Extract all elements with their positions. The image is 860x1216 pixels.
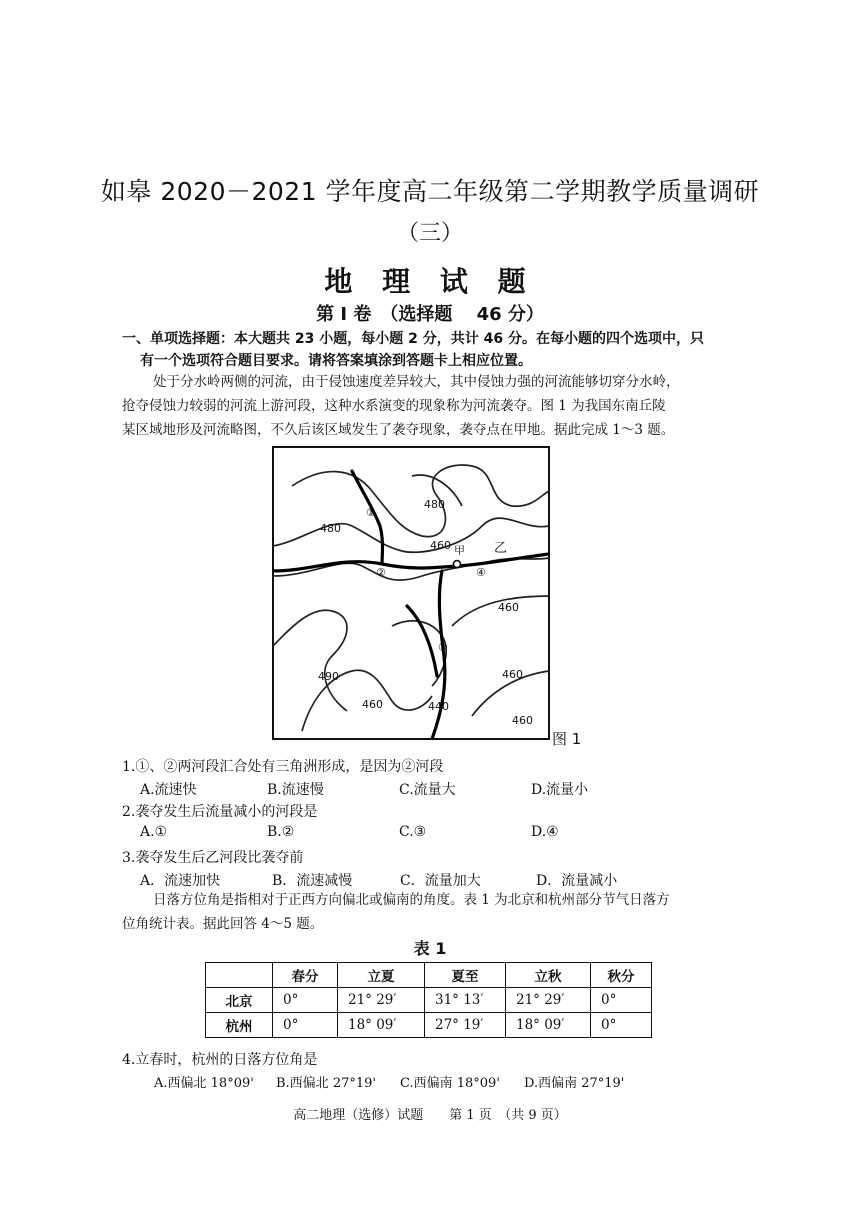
- table-cell: 0°: [591, 988, 652, 1013]
- table-cell: 21° 29′: [506, 988, 591, 1013]
- map-frame: [273, 447, 549, 739]
- figure1-caption: 图 1: [552, 730, 582, 748]
- exam-title: 如皋 2020－2021 学年度高二年级第二学期教学质量调研: [100, 177, 760, 206]
- table1: [205, 962, 652, 1038]
- q4-option-b: B.西偏北 27°19': [276, 1076, 376, 1091]
- q4-option-c: C.西偏南 18°09': [400, 1076, 500, 1091]
- label-river-4: ④: [476, 566, 486, 579]
- q2-option-b: B.②: [267, 824, 295, 840]
- label-river-2: ②: [376, 566, 386, 579]
- figure1-map: [272, 446, 550, 740]
- q2-option-c: C.③: [399, 824, 427, 840]
- contour-label-490: 490: [318, 670, 339, 683]
- section-instructions-line2: 有一个选项符合题目要求。请将答案填涂到答题卡上相应位置。: [140, 353, 532, 369]
- question-1-stem: 1.①、②两河段汇合处有三角洲形成，是因为②河段: [122, 759, 444, 775]
- passage2-line2: 位角统计表。据此回答 4～5 题。: [122, 916, 324, 932]
- contour-label-440: 440: [428, 700, 449, 713]
- part-heading: 第 I 卷 （选择题 46 分）: [316, 304, 544, 325]
- contour-label-460: 460: [512, 714, 533, 727]
- q3-option-b: B．流速减慢: [272, 873, 353, 889]
- q1-option-a: A.流速快: [140, 782, 197, 798]
- table-header-cell: 立秋: [506, 963, 591, 988]
- q2-option-a: A.①: [140, 824, 168, 840]
- q3-option-a: A．流速加快: [140, 873, 221, 889]
- section-instructions-line1: 一、单项选择题：本大题共 23 小题，每小题 2 分，共计 46 分。在每小题的四个选项中，只: [122, 331, 704, 347]
- contour-label-460: 460: [430, 539, 451, 552]
- question-3-stem: 3.袭夺发生后乙河段比袭夺前: [122, 850, 304, 866]
- passage2-line1: 日落方位角是指相对于正西方向偏北或偏南的角度。表 1 为北京和杭州部分节气日落方: [153, 892, 670, 908]
- label-yi: 乙: [494, 541, 508, 556]
- q3-option-c: C．流量加大: [400, 873, 481, 889]
- passage1-line2: 抢夺侵蚀力较弱的河流上游河段，这种水系演变的现象称为河流袭夺。图 1 为我国东南丘陵: [122, 398, 666, 414]
- contour-label-460: 460: [498, 601, 519, 614]
- table-cell: 27° 19′: [425, 1013, 506, 1038]
- table-row: [206, 1013, 652, 1038]
- label-river-3: ③: [438, 641, 448, 654]
- label-jia: 甲: [454, 544, 465, 557]
- q4-option-d: D.西偏南 27°19': [524, 1076, 625, 1091]
- table-header-cell: 春分: [273, 963, 338, 988]
- passage1-line3: 某区域地形及河流略图，不久后该区域发生了袭夺现象，袭夺点在甲地。据此完成 1～3 题。: [122, 422, 675, 438]
- table-cell: 杭州: [206, 1013, 273, 1038]
- table-header-cell: 夏至: [425, 963, 506, 988]
- q1-option-d: D.流量小: [531, 782, 589, 798]
- contour-label-480: 480: [424, 498, 445, 511]
- passage1-line1: 处于分水岭两侧的河流，由于侵蚀速度差异较大，其中侵蚀力强的河流能够切穿分水岭，: [153, 374, 680, 390]
- question-2-stem: 2.袭夺发生后流量减小的河段是: [122, 804, 318, 820]
- table-cell: 0°: [273, 1013, 338, 1038]
- q3-option-d: D．流量减小: [536, 873, 618, 889]
- contour-label-460: 460: [362, 698, 383, 711]
- table-cell: 北京: [206, 988, 273, 1013]
- q2-option-d: D.④: [531, 824, 559, 840]
- table-cell: 31° 13′: [425, 988, 506, 1013]
- q1-option-c: C.流量大: [399, 782, 456, 798]
- q1-option-b: B.流速慢: [267, 782, 324, 798]
- table-header-cell: 秋分: [591, 963, 652, 988]
- page-footer: 高二地理（选修）试题 第 1 页 （共 9 页）: [293, 1108, 567, 1123]
- exam-subtitle: （三）: [396, 221, 463, 246]
- question-4-stem: 4.立春时，杭州的日落方位角是: [122, 1052, 318, 1068]
- table-cell: 0°: [591, 1013, 652, 1038]
- table-header-cell: 立夏: [338, 963, 425, 988]
- table1-caption: 表 1: [413, 939, 447, 958]
- table-cell: 18° 09′: [338, 1013, 425, 1038]
- q4-option-a: A.西偏北 18°09': [154, 1076, 254, 1091]
- contour-label-480: 480: [320, 522, 341, 535]
- label-river-1: ①: [366, 506, 376, 519]
- point-jia-marker: [454, 561, 461, 568]
- table-header-row: [206, 963, 652, 988]
- subject-heading: 地 理 试 题: [324, 265, 536, 298]
- table-row: [206, 988, 652, 1013]
- table-cell: 0°: [273, 988, 338, 1013]
- contour-label-460: 460: [502, 668, 523, 681]
- table-cell: 21° 29′: [338, 988, 425, 1013]
- table-header-cell: [206, 963, 273, 988]
- table-cell: 18° 09′: [506, 1013, 591, 1038]
